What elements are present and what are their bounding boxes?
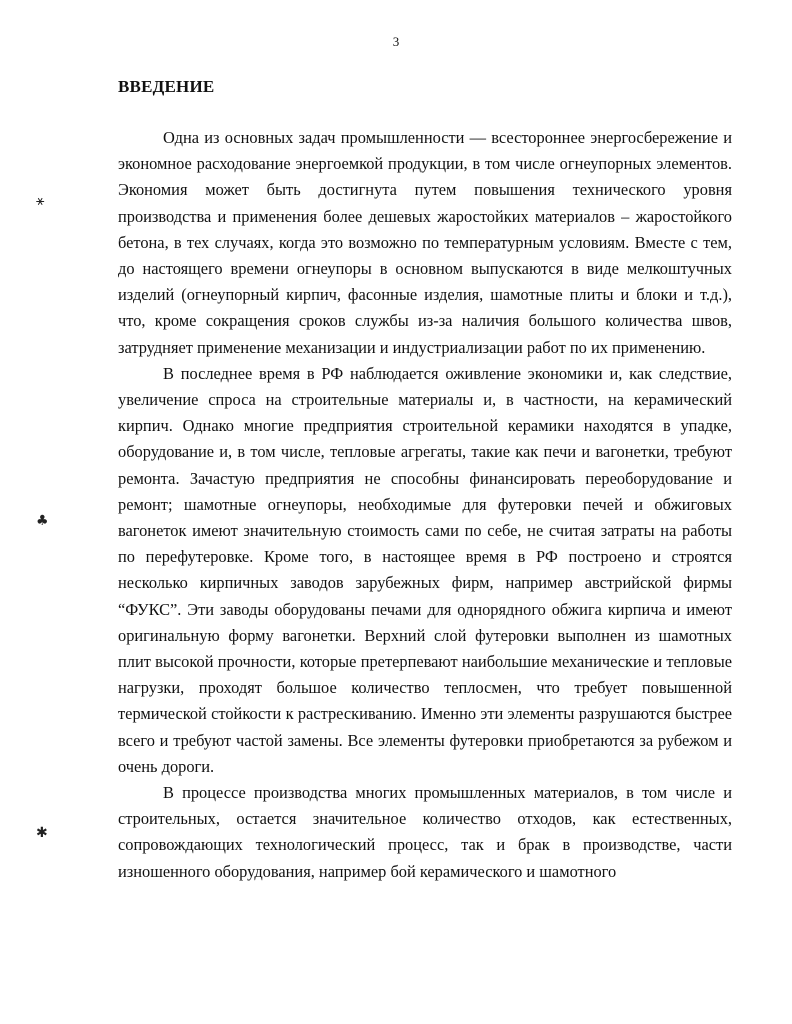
paragraph-2: В последнее время в РФ наблюдается оживление экономики и, как следствие, увеличение спроса на строительные материалы и, в частности, на керамический кирпич. Однако многие предприятия строительной керамики находятся в упадке, оборудование и, в том числе, тепловые агрегаты, такие как печи и вагонетки, требуют ремонта. Зачастую предприятия не способны финансировать переоборудование и ремонт; шамотные огнеупоры, необходимые для футеровки печей и обжиговых вагонеток имеют значительную стоимость сами по себе, не считая затраты на работы по перефутеровке. Кроме того, в настоящее время в РФ построено и строятся несколько кирпичных заводов зарубежных фирм, например австрийской фирмы “ФУКС”. Эти заводы оборудованы печами для однорядного обжига кирпича и имеют оригинальную форму вагонетки. Верхний слой футеровки выполнен из шамотных плит высокой прочности, которые претерпевают наибольшие механические и тепловые нагрузки, проходят большое количество теплосмен, что требует повышенной термической стойкости к растрескиванию. Именно эти элементы разрушаются быстрее всего и требуют частой замены. Все элементы футеровки приобретаются за рубежом и очень дороги. [118, 363, 732, 776]
margin-mark-icon: ♣ [36, 513, 49, 529]
paragraph-1: Одна из основных задач промышленности — всестороннее энергосбережение и экономное расходование энергоемкой продукции, в том числе огнеупорных элементов. Экономия может быть достигнута путем повышения технического уровня производства и применения более дешевых жаростойких материалов – жаростойкого бетона, в тех случаях, когда это возможно по температурным условиям. Вместе с тем, до настоящего времени огнеупоры в основном выпускаются в виде мелкоштучных изделий (огнеупорный кирпич, фасонные изделия, шамотные плиты и блоки и т.д.), что, кроме сокращения сроков службы из-за наличия большого количества швов, затрудняет применение механизации и индустриализации работ по их применению. [118, 128, 732, 357]
paragraph-3: В процессе производства многих промышленных материалов, в том числе и строительных, остается значительное количество отходов, как естественных, сопровождающих технологический процесс, так и брак в производстве, части изношенного оборудования, например бой керамического и шамотного [118, 783, 732, 881]
margin-mark-icon: ⚹ [36, 193, 45, 209]
body-text [118, 125, 732, 885]
section-heading: ВВЕДЕНИЕ [118, 77, 215, 96]
page-number: 3 [392, 34, 400, 49]
margin-mark-icon: ✱ [36, 825, 48, 841]
